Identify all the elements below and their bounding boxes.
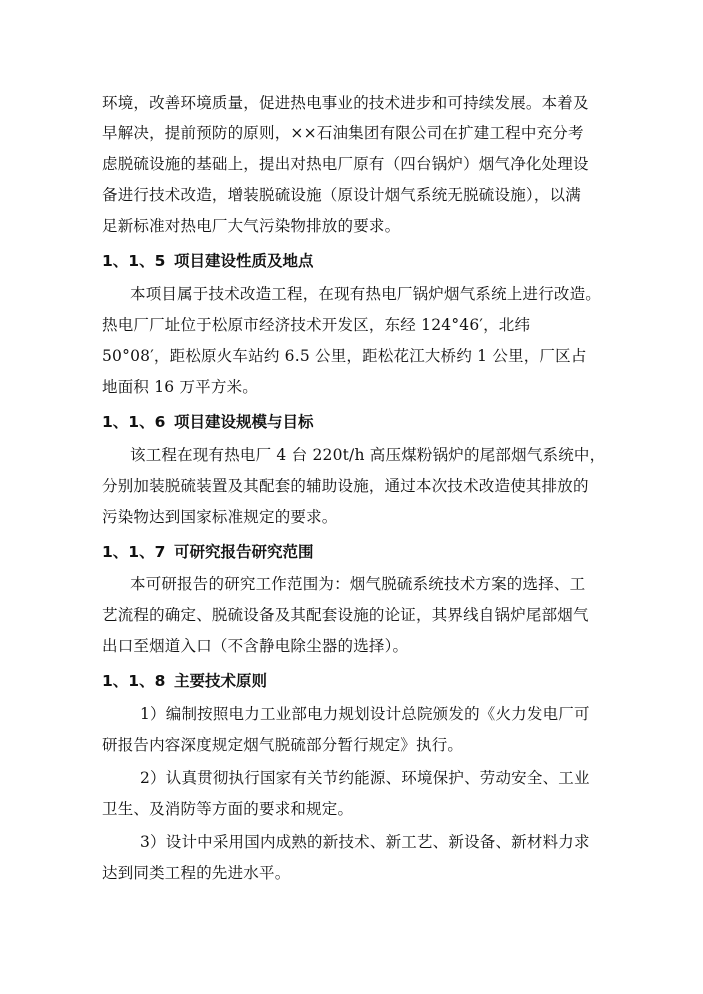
paragraph-line: 早解决，提前预防的原则，××石油集团有限公司在扩建工程中充分考 (102, 124, 584, 142)
section-number: 1、1、6 (102, 413, 166, 431)
paragraph-line: 备进行技术改造，增装脱硫设施（原设计烟气系统无脱硫设施），以满 (102, 186, 581, 204)
section-heading-1-1-7 (102, 541, 314, 563)
paragraph-line: 热电厂厂址位于松原市经济技术开发区，东经 124°46′，北纬 (102, 316, 531, 334)
list-item-line: 卫生、及消防等方面的要求和规定。 (102, 800, 354, 818)
paragraph-line: 分别加装脱硫装置及其配套的辅助设施，通过本次技术改造使其排放的 (102, 477, 589, 495)
paragraph-line: 地面积 16 万平方米。 (102, 378, 258, 396)
list-item-line: 达到同类工程的先进水平。 (102, 864, 291, 882)
paragraph-line: 50°08′，距松原火车站约 6.5 公里，距松花江大桥约 1 公里，厂区占 (102, 347, 587, 365)
section-title: 项目建设性质及地点 (174, 252, 314, 270)
list-item-line: 1）编制按照电力工业部电力规划设计总院颁发的《火力发电厂可 (140, 705, 590, 723)
section-title: 可研究报告研究范围 (174, 543, 314, 561)
section-title: 主要技术原则 (174, 672, 268, 690)
paragraph-line: 本项目属于技术改造工程，在现有热电厂锅炉烟气系统上进行改造。 (130, 285, 602, 303)
paragraph-line: 环境，改善环境质量，促进热电事业的技术进步和可持续发展。本着及 (102, 94, 589, 112)
paragraph-line: 污染物达到国家标准规定的要求。 (102, 508, 338, 526)
list-item-line: 3）设计中采用国内成熟的新技术、新工艺、新设备、新材料力求 (140, 833, 590, 851)
section-heading-1-1-6 (102, 411, 314, 433)
section-number: 1、1、8 (102, 672, 166, 690)
list-item-line: 2）认真贯彻执行国家有关节约能源、环境保护、劳动安全、工业 (140, 769, 590, 787)
section-number: 1、1、5 (102, 252, 166, 270)
section-number: 1、1、7 (102, 543, 166, 561)
paragraph-line: 足新标准对热电厂大气污染物排放的要求。 (102, 217, 401, 235)
paragraph-line: 艺流程的确定、脱硫设备及其配套设施的论证，其界线自锅炉尾部烟气 (102, 606, 589, 624)
paragraph-line: 本可研报告的研究工作范围为：烟气脱硫系统技术方案的选择、工 (130, 575, 586, 593)
list-item-line: 研报告内容深度规定烟气脱硫部分暂行规定》执行。 (102, 736, 464, 754)
paragraph-line: 该工程在现有热电厂 4 台 220t/h 高压煤粉锅炉的尾部烟气系统中， (130, 446, 606, 464)
section-title: 项目建设规模与目标 (174, 413, 314, 431)
section-heading-1-1-5 (102, 250, 314, 272)
paragraph-line: 虑脱硫设施的基础上，提出对热电厂原有（四台锅炉）烟气净化处理设 (102, 155, 589, 173)
paragraph-line: 出口至烟道入口（不含静电除尘器的选择）。 (102, 637, 409, 655)
section-heading-1-1-8 (102, 670, 267, 692)
